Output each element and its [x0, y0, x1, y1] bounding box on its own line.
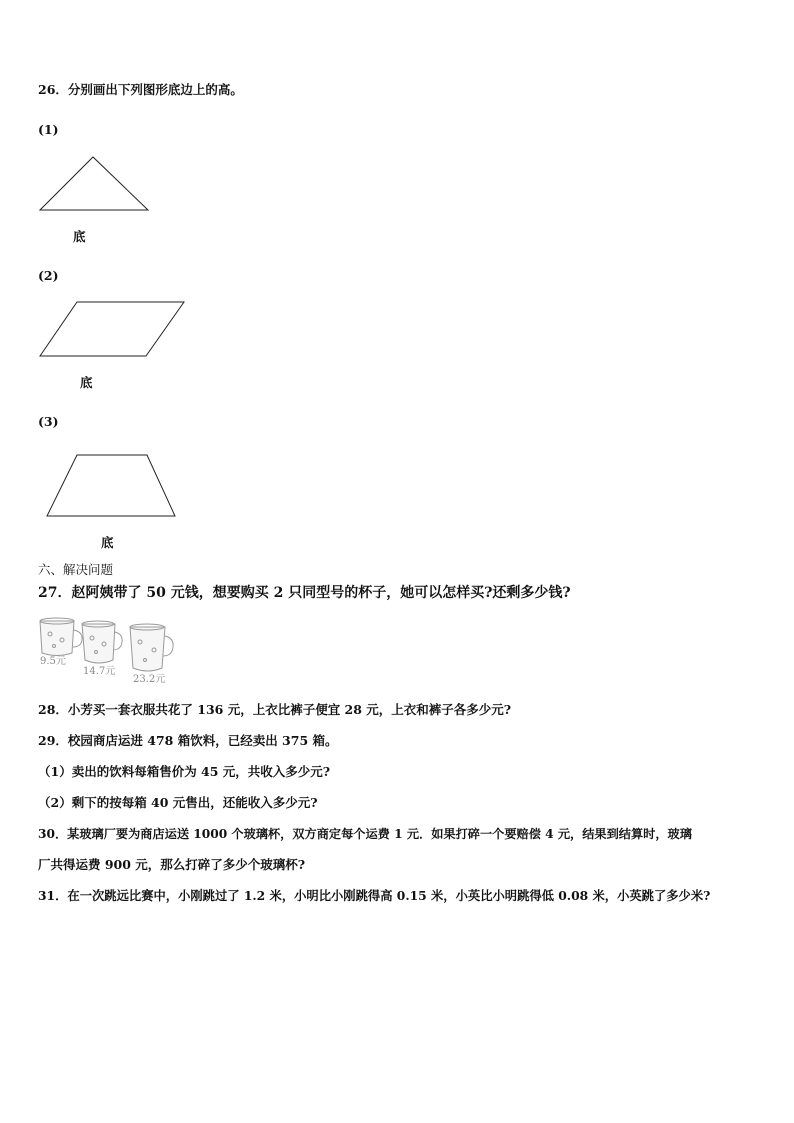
q26-title: 26．分别画出下列图形底边上的高。 — [38, 82, 243, 97]
cup-2-price: 14.7元 — [83, 666, 116, 677]
cup-1-icon — [40, 618, 82, 656]
q31-text: 31．在一次跳远比赛中，小刚跳过了 1.2 米，小明比小刚跳得高 0.15 米，小英比小明跳得低 0.08 米，小英跳了多少米? — [38, 888, 711, 903]
q26-part1-base: 底 — [73, 229, 86, 244]
q26-part1-label: (1) — [38, 122, 59, 137]
q27-text: 27．赵阿姨带了 50 元钱，想要购买 2 只同型号的杯子，她可以怎样买?还剩多少钱? — [38, 585, 571, 601]
q26-part2-base: 底 — [80, 375, 93, 390]
q30-line1: 30．某玻璃厂要为商店运送 1000 个玻璃杯，双方商定每个运费 1 元．如果打碎一个要赔偿 4 元，结果到结算时，玻璃 — [38, 827, 692, 841]
q30-line2: 厂共得运费 900 元，那么打碎了多少个玻璃杯? — [38, 857, 306, 872]
cup-3-icon — [130, 624, 173, 671]
q26-part3-base: 底 — [101, 535, 114, 550]
q29-sub2: （2）剩下的按每箱 40 元售出，还能收入多少元? — [38, 795, 318, 810]
q26-part3-label: (3) — [38, 414, 59, 429]
q29-sub1: （1）卖出的饮料每箱售价为 45 元，共收入多少元? — [38, 764, 331, 779]
q26-part2-label: (2) — [38, 268, 59, 283]
cup-1-price: 9.5元 — [40, 656, 66, 667]
q29-text: 29．校园商店运进 478 箱饮料，已经卖出 375 箱。 — [38, 733, 338, 748]
q28-text: 28．小芳买一套衣服共花了 136 元，上衣比裤子便宜 28 元，上衣和裤子各多少元? — [38, 702, 512, 717]
cup-3-price: 23.2元 — [133, 674, 166, 685]
section-heading: 六、解决问题 — [38, 562, 114, 577]
cup-2-icon — [82, 621, 122, 663]
